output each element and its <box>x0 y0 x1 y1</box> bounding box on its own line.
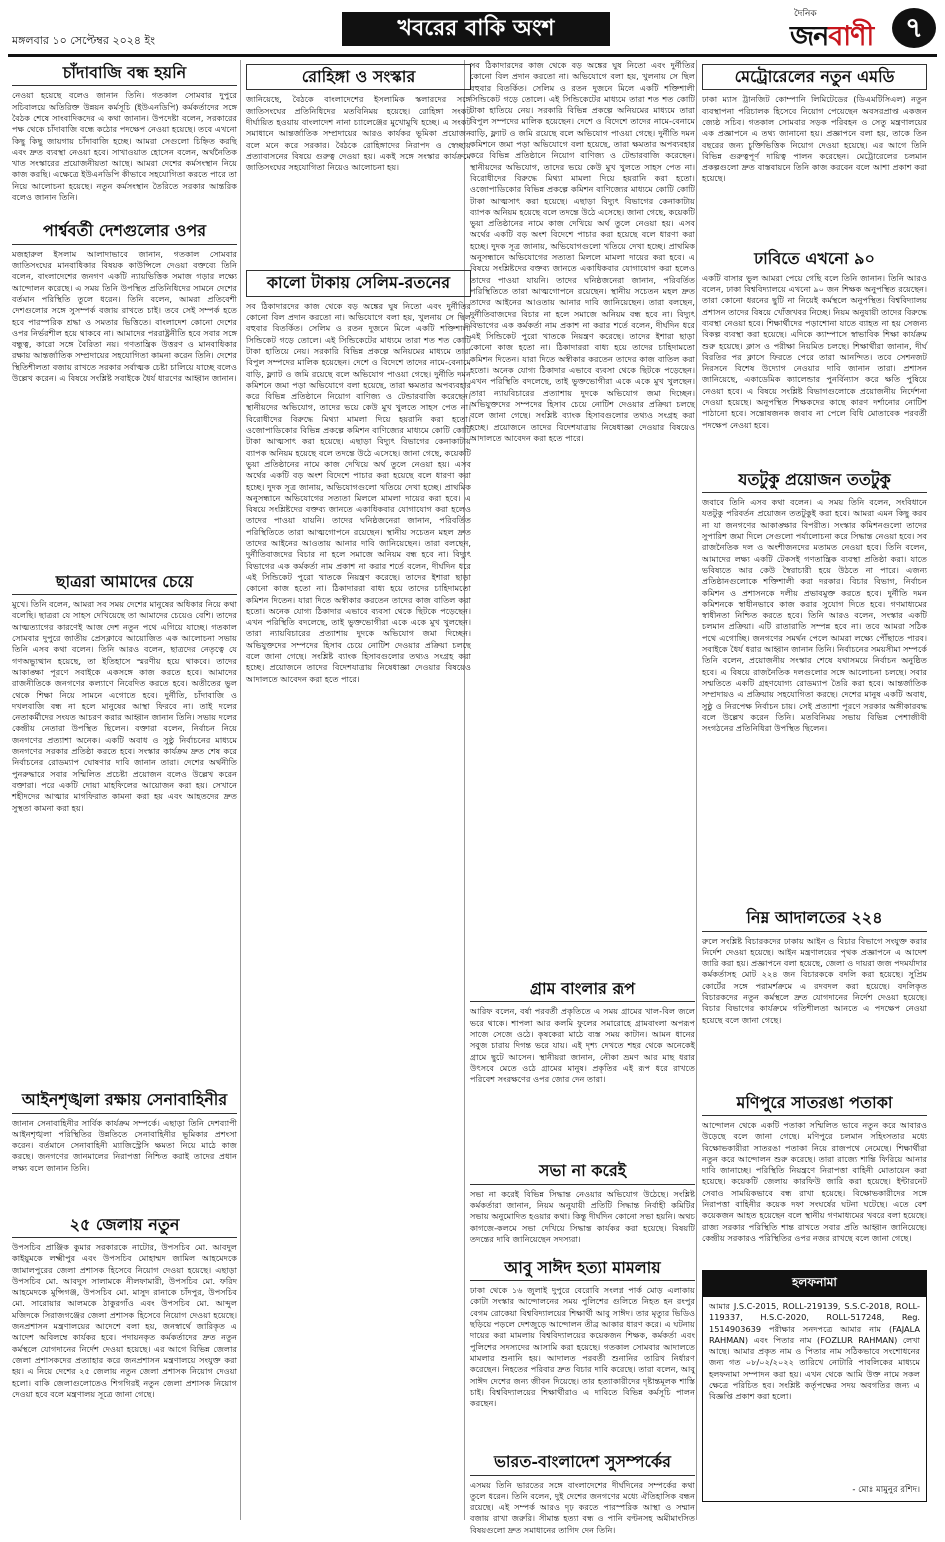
logo-prefix: দৈনিক <box>794 9 817 19</box>
page-header <box>8 6 937 57</box>
article-headline: চাঁদাবাজি বন্ধ হয়নি <box>12 64 237 86</box>
article-districts <box>12 1216 237 1542</box>
column-divider <box>240 60 241 1520</box>
section-title: খবরের বাকি অংশ <box>342 12 610 46</box>
article-body: সভা না করেই বিভিন্ন সিদ্ধান্ত নেওয়ার অভিযোগ উঠেছে। সংশ্লিষ্ট কর্মকর্তারা জানান, নিয়ম অনুযায়ী প্রতিটি সিদ্ধান্ত নির্বাহী কমিটির সভায় অনুমোদিত হওয়ার কথা। কিন্তু দীর্ঘদিন কোনো সভা হয়নি। অথচ কাগজে-কলমে সভা দেখিয়ে সিদ্ধান্ত কার্যকর করা হয়েছে। বিষয়টি তদন্তের দাবি জানিয়েছেন সদস্যরা। <box>470 1188 695 1244</box>
article-body: উপসচিব প্রাঞ্জিক কুমার সরকারকে নাটোর, উপসচিব মো. আবদুল কাইয়ুমকে লক্ষ্মীপুর এবং উপসচিব মোহাম্মদ জামিল আহমেদকে জামালপুরের জেলা প্রশাসক হিসেবে নিয়োগ দেওয়া হয়েছে। এছাড়া উপসচিব মো. আবদুস সালামকে নীলফামারী, উপসচিব মো. ফরিদ আহমেদকে মুন্সিগঞ্জ, উপসচিব মো. মাসুদ রানাকে চাঁদপুর, উপসচিব মো. সারোয়ার আলমকে ঠাকুরগাঁও এবং উপসচিব মো. আব্দুল মজিদকে সিরাজগঞ্জের জেলা প্রশাসক হিসেবে নিয়োগ দেওয়া হয়েছে। জনপ্রশাসন মন্ত্রণালয়ের আদেশে বলা হয়, জনস্বার্থে জারিকৃত এ আদেশ অবিলম্বে কার্যকর হবে। পদায়নকৃত কর্মকর্তাদের দ্রুত নতুন কর্মস্থলে যোগদানের নির্দেশ দেওয়া হয়েছে। এর আগে বিভিন্ন জেলার জেলা প্রশাসকদের প্রত্যাহার করে জনপ্রশাসন মন্ত্রণালয়ে সংযুক্ত করা হয়। এ নিয়ে দেশের ২৫ জেলায় নতুন জেলা প্রশাসক নিয়োগ দেওয়া হলো। বাকি জেলাগুলোতেও শিগগিরই নতুন জেলা প্রশাসক নিয়োগ দেওয়া হবে বলে মন্ত্রণালয় সূত্রে জানা গেছে। <box>12 1241 237 1399</box>
article-army <box>12 1091 237 1207</box>
column-divider <box>696 60 697 1520</box>
article-headline: রোহিঙ্গা ও সংস্কার <box>246 64 471 90</box>
article-headline: মণিপুরে সাতরঙা পতাকা <box>702 1094 927 1116</box>
article-selim-ratan <box>246 270 471 1526</box>
article-body: রুলে সংশ্লিষ্ট বিচারকদের ঢাকায় আইন ও বিচার বিভাগে সংযুক্ত করার নির্দেশ দেওয়া হয়েছে। আইন মন্ত্রণালয়ের পৃথক প্রজ্ঞাপনে এ আদেশ জারি করা হয়। প্রজ্ঞাপনে বলা হয়েছে, জেলা ও দায়রা জজ পদমর্যাদার কর্মকর্তাসহ মোট ২২৪ জন বিচারককে বদলি করা হয়েছে। সুপ্রিম কোর্টের সঙ্গে পরামর্শক্রমে এ রদবদল করা হয়েছে। বদলিকৃত বিচারকদের নতুন কর্মস্থলে দ্রুত যোগদানের নির্দেশ দেওয়া হয়েছে। বিচার বিভাগের কার্যক্রমে গতিশীলতা আনতে এ পদক্ষেপ নেওয়া হয়েছে বলে জানা গেছে। <box>702 935 927 1025</box>
newspaper-logo <box>784 6 894 50</box>
article-body: জানান সেনাবাহিনীর সার্বিক কার্যক্রম সম্পর্কে। এছাড়া তিনি দেশব্যাপী আইনশৃঙ্খলা পরিস্থিতির উন্নতিতে সেনাবাহিনীর ভূমিকার প্রশংসা করেন। বর্তমানে সেনাবাহিনী ম্যাজিস্ট্রেসি ক্ষমতা নিয়ে মাঠে কাজ করছে। জনগণের জানমালের নিরাপত্তা নিশ্চিত করাই তাদের প্রধান লক্ষ্য বলে জানান তিনি। <box>12 1117 237 1173</box>
article-selim-ratan-cont <box>470 60 695 972</box>
article-headline: পার্শ্ববর্তী দেশগুলোর ওপর <box>12 222 237 244</box>
issue-date: মঙ্গলবার ১০ সেপ্টেম্বর ২০২৪ ইং <box>12 34 155 47</box>
affidavit-notice <box>702 1270 927 1502</box>
article-body: মুখে। তিনি বলেন, আমরা সব সময় দেশের মানুষের অধিকার নিয়ে কথা বলেছি। ছাত্ররা যে সাহস দেখিয়েছে তা আমাদের চেয়েও বেশি। তাদের আত্মত্যাগের কারণেই আজ দেশ নতুন পথে এগিয়ে যাচ্ছে। গতকাল সোমবার দুপুরে জাতীয় প্রেসক্লাবে আয়োজিত এক আলোচনা সভায় তিনি এসব কথা বলেন। তিনি আরও বলেন, ছাত্রদের নেতৃত্বে যে গণঅভ্যুত্থান হয়েছে, তা ইতিহাসে স্মরণীয় হয়ে থাকবে। তাদের আকাঙ্ক্ষা পূরণে সবাইকে একসঙ্গে কাজ করতে হবে। আমাদের রাজনীতিকে জনগণের কল্যাণে নিবেদিত করতে হবে। অতীতের ভুল থেকে শিক্ষা নিয়ে সামনে এগোতে হবে। দুর্নীতি, চাঁদাবাজি ও দখলবাজি বন্ধ না হলে মানুষের আস্থা ফিরবে না। তাই দলের নেতাকর্মীদের সংযত আচরণ করার আহ্বান জানান তিনি। সভায় দলের কেন্দ্রীয় নেতারা উপস্থিত ছিলেন। বক্তারা বলেন, নির্বাচন নিয়ে জনগণের প্রত্যাশা অনেক। একটি অবাধ ও সুষ্ঠু নির্বাচনের মাধ্যমে জনগণের সরকার প্রতিষ্ঠা করতে হবে। সংস্কার কার্যক্রম দ্রুত শেষ করে নির্বাচনের রোডম্যাপ ঘোষণার দাবি জানান তারা। দেশের অর্থনীতি পুনরুদ্ধারে সবার সম্মিলিত প্রচেষ্টা প্রয়োজন বলেও উল্লেখ করেন বক্তারা। পরে একটি দোয়া মাহফিলের আয়োজন করা হয়। সেখানে শহীদদের আত্মার মাগফিরাত কামনা করা হয় এবং আহতদের দ্রুত সুস্থতা কামনা করা হয়। <box>12 599 237 813</box>
article-rohingya <box>246 64 471 262</box>
column-4 <box>702 60 927 1520</box>
logo-name: জনবাণী <box>790 21 874 52</box>
article-body: আরিফ বলেন, বর্ষা পরবর্তী প্রকৃতিতে এ সময় গ্রামের খাল-বিল জলে ভরে থাকে। শাপলা আর কলমি ফুলের সমারোহে গ্রামবাংলা অপরূপ সাজে সেজে ওঠে। কৃষকেরা মাঠে ব্যস্ত সময় কাটান। আমন ধানের সবুজ চারায় দিগন্ত ভরে যায়। এই দৃশ্য দেখতে শহর থেকে অনেকেই গ্রামে ছুটে আসেন। স্থানীয়রা জানান, নৌকা ভ্রমণ আর মাছ ধরার উৎসবে মেতে ওঠে গ্রামের মানুষ। প্রকৃতির এই রূপ ধরে রাখতে পরিবেশ সংরক্ষণের ওপর জোর দেন তারা। <box>470 1006 695 1085</box>
article-headline: ঢাবিতে এখনো ৯০ <box>754 249 875 269</box>
article-rural-bengal <box>470 980 695 1154</box>
article-lower-court <box>702 909 927 1085</box>
article-headline: নিম্ন আদালতের ২২৪ <box>702 909 927 931</box>
column-1 <box>12 60 237 1520</box>
article-body: ঢাকা থেকে ১৬ জুলাই দুপুরে বেরোবি সংলগ্ন পার্ক মোড় এলাকায় কোটা সংস্কার আন্দোলনের সময় পুলিশের গুলিতে নিহত হন রংপুর বেগম রোকেয়া বিশ্ববিদ্যালয়ের শিক্ষার্থী আবু সাঈদ। তার মৃত্যুর ভিডিও ছড়িয়ে পড়লে দেশজুড়ে আন্দোলন তীব্র আকার ধারণ করে। এ ঘটনায় দায়ের করা মামলায় বিশ্ববিদ্যালয়ের কয়েকজন শিক্ষক, কর্মকর্তা এবং পুলিশের সদস্যদের আসামি করা হয়েছে। গতকাল সোমবার আদালতে মামলার শুনানি হয়। আদালত পরবর্তী শুনানির তারিখ নির্ধারণ করেছেন। নিহতের পরিবার দ্রুত বিচার দাবি করেছে। তারা বলেন, আবু সাঈদ দেশের জন্য জীবন দিয়েছে। তার হত্যাকারীদের দৃষ্টান্তমূলক শাস্তি চাই। বিশ্ববিদ্যালয়ের শিক্ষার্থীরাও এ দাবিতে বিভিন্ন কর্মসূচি পালন করছেন। <box>470 1285 695 1409</box>
article-india-bd <box>470 1453 695 1535</box>
article-body: জবাবে তিনি এসব কথা বলেন। এ সময় তিনি বলেন, সংবিধানে যতটুকু পরিবর্তন প্রয়োজন ততটুকুই করা হবে। আমরা এমন কিছু করব না যা জনগণের আকাঙ্ক্ষার বিপরীত। সংস্কার কমিশনগুলো তাদের সুপারিশ জমা দিলে সেগুলো পর্যালোচনা করে সিদ্ধান্ত নেওয়া হবে। সব রাজনৈতিক দল ও অংশীজনদের মতামত নেওয়া হবে। তিনি বলেন, আমাদের লক্ষ্য একটি টেকসই গণতান্ত্রিক ব্যবস্থা প্রতিষ্ঠা করা। যাতে ভবিষ্যতে আর কেউ স্বৈরাচারী হয়ে উঠতে না পারে। এজন্য প্রতিষ্ঠানগুলোকে শক্তিশালী করা দরকার। বিচার বিভাগ, নির্বাচন কমিশন ও প্রশাসনকে দলীয় প্রভাবমুক্ত করতে হবে। দুর্নীতি দমন কমিশনকে স্বাধীনভাবে কাজ করার সুযোগ দিতে হবে। গণমাধ্যমের স্বাধীনতা নিশ্চিত করতে হবে। তিনি আরও বলেন, সংস্কার একটি চলমান প্রক্রিয়া। এটি রাতারাতি সম্পন্ন হবে না। তবে আমরা সঠিক পথে এগোচ্ছি। জনগণের সমর্থন পেলে আমরা লক্ষ্যে পৌঁছাতে পারব। সবাইকে ধৈর্য ধরার আহ্বান জানান তিনি। নির্বাচনের সময়সীমা সম্পর্কে তিনি বলেন, প্রয়োজনীয় সংস্কার শেষে যথাসময়ে নির্বাচন অনুষ্ঠিত হবে। এ বিষয়ে রাজনৈতিক দলগুলোর সঙ্গে আলোচনা চলছে। সবার সম্মতিতে একটি গ্রহণযোগ্য রোডম্যাপ তৈরি করা হবে। আন্তর্জাতিক সম্প্রদায়ও এ প্রক্রিয়ায় সহযোগিতা করছে। দেশের মানুষ একটি অবাধ, সুষ্ঠু ও নিরপেক্ষ নির্বাচন চায়। সেই প্রত্যাশা পূরণে সরকার অঙ্গীকারবদ্ধ বলে উল্লেখ করেন তিনি। মতবিনিময় সভায় বিভিন্ন পেশাজীবী সংগঠনের প্রতিনিধিরা উপস্থিত ছিলেন। <box>702 497 927 734</box>
article-abu-sayeed <box>470 1259 695 1445</box>
article-body: ঢাকা ম্যাস ট্রানজিট কোম্পানি লিমিটেডের (ডিএমটিসিএল) নতুন ব্যবস্থাপনা পরিচালক হিসেবে নিয়োগ পেয়েছেন অবসরপ্রাপ্ত একজন জ্যেষ্ঠ সচিব। গতকাল সোমবার সড়ক পরিবহন ও সেতু মন্ত্রণালয়ের এক প্রজ্ঞাপনে এ তথ্য জানানো হয়। প্রজ্ঞাপনে বলা হয়, তাকে তিন বছরের জন্য চুক্তিভিত্তিক নিয়োগ দেওয়া হয়েছে। এর আগে তিনি বিভিন্ন গুরুত্বপূর্ণ দায়িত্ব পালন করেছেন। মেট্রোরেলের চলমান প্রকল্পগুলো দ্রুত বাস্তবায়নে তিনি কাজ করবেন বলে আশা প্রকাশ করা হয়েছে। <box>702 94 927 184</box>
article-yatotuku <box>702 471 927 901</box>
article-body: আন্দোলন থেকে একটি পতাকা সম্মিলিত ভাবে নতুন করে আবারও উড়েছে বলে জানা গেছে। মণিপুরে চলমান সহিংসতার মধ্যে বিক্ষোভকারীরা সাতরঙা পতাকা নিয়ে রাজপথে নেমেছে। শিক্ষার্থীরা নতুন করে আন্দোলন শুরু করেছে। তারা রাজ্যে শান্তি ফিরিয়ে আনার দাবি জানাচ্ছে। পরিস্থিতি নিয়ন্ত্রণে নিরাপত্তা বাহিনী মোতায়েন করা হয়েছে। কয়েকটি জেলায় কারফিউ জারি করা হয়েছে। ইন্টারনেট সেবাও সাময়িকভাবে বন্ধ রাখা হয়েছে। বিক্ষোভকারীদের সঙ্গে নিরাপত্তা বাহিনীর কয়েক দফা সংঘর্ষের ঘটনা ঘটেছে। এতে বেশ কয়েকজন আহত হয়েছেন বলে স্থানীয় গণমাধ্যমের খবরে বলা হয়েছে। রাজ্য সরকার পরিস্থিতি শান্ত রাখতে সবার প্রতি আহ্বান জানিয়েছে। কেন্দ্রীয় সরকারও পরিস্থিতির ওপর নজর রাখছে বলে জানা গেছে। <box>702 1119 927 1243</box>
article-chandabaji <box>12 64 237 214</box>
article-dhaka90 <box>702 250 927 462</box>
article-meeting <box>470 1162 695 1250</box>
notice-body: আমার J.S.C-2015, ROLL-219139, S.S.C-2018, ROLL-119337, H.S.C-2020, ROLL-517248, Reg. 1514903639 পরীক্ষার সনদপত্রে আমার নাম (FAJALA RAHMAN) এবং পিতার নাম (FOZLUR RAHMAN) লেখা আছে। আমার প্রকৃত নাম ও পিতার নাম সঠিকভাবে সংশোধনের জন্য গত ০৮/০২/২০২২ তারিখে নোটারি পাবলিকের মাধ্যমে হলফনামা সম্পাদন করা হয়। এখন থেকে আমি উক্ত নামে সকল ক্ষেত্রে পরিচিত হব। সংশ্লিষ্ট কর্তৃপক্ষের সদয় অবগতির জন্য এ বিজ্ঞপ্তি প্রকাশ করা হলো। <box>709 1300 920 1402</box>
article-headline: ভারত-বাংলাদেশ সুসম্পর্কের <box>470 1453 695 1475</box>
article-body: জানিয়েছে, বৈঠকে বাংলাদেশের ইসলামিক স্কলারদের সঙ্গে জাতিসংঘের প্রতিনিধিদের মতবিনিময় হয়েছে। রোহিঙ্গা সংকট দীর্ঘায়িত হওয়ায় বাংলাদেশ নানা চ্যালেঞ্জের মুখোমুখি হচ্ছে। এ সংকট সমাধানে আন্তর্জাতিক সম্প্রদায়ের আরও কার্যকর ভূমিকা প্রয়োজন বলে মনে করে সরকার। বৈঠকে রোহিঙ্গাদের নিরাপদ ও স্বেচ্ছায় প্রত্যাবাসনের বিষয়ে গুরুত্ব দেওয়া হয়। একই সঙ্গে সংস্কার কার্যক্রমে জাতিসংঘের সহযোগিতা নিয়েও আলোচনা হয়। <box>246 94 471 173</box>
article-headline: আইনশৃঙ্খলা রক্ষায় সেনাবাহিনীর <box>12 1091 237 1113</box>
article-headline: ছাত্ররা আমাদের চেয়ে <box>12 573 237 595</box>
article-students <box>12 573 237 1083</box>
notice-signature: - মোঃ মামুনুর রশিদ। <box>852 1484 920 1495</box>
article-headline: গ্রাম বাংলার রূপ <box>470 980 695 1002</box>
article-manipur <box>702 1094 927 1262</box>
article-metro <box>702 64 927 242</box>
notice-title: হলফনামা <box>703 1271 926 1297</box>
article-headline: আবু সাঈদ হত্যা মামলায় <box>470 1259 695 1281</box>
article-body: একটি বাসার ভুল আমরা পেয়ে গেছি বলে তিনি জানান। তিনি আরও বলেন, ঢাকা বিশ্ববিদ্যালয়ে এখনো ৯০ জন শিক্ষক অনুপস্থিত রয়েছেন। তারা কোনো ধরনের ছুটি না নিয়েই কর্মস্থলে অনুপস্থিত। বিশ্ববিদ্যালয় প্রশাসন তাদের বিষয়ে খোঁজখবর নিচ্ছে। নিয়ম অনুযায়ী তাদের বিরুদ্ধে ব্যবস্থা নেওয়া হবে। শিক্ষার্থীদের পড়াশোনা যাতে ব্যাহত না হয় সেজন্য বিকল্প ব্যবস্থা করা হয়েছে। এদিকে ক্যাম্পাসে স্বাভাবিক শিক্ষা কার্যক্রম শুরু হয়েছে। ক্লাস ও পরীক্ষা নিয়মিত চলছে। শিক্ষার্থীরা জানান, দীর্ঘ বিরতির পর ক্লাসে ফিরতে পেরে তারা আনন্দিত। তবে সেশনজট নিরসনে বিশেষ উদ্যোগ নেওয়ার দাবি জানান তারা। প্রশাসন জানিয়েছে, একাডেমিক ক্যালেন্ডার পুনর্বিন্যাস করে ক্ষতি পুষিয়ে নেওয়া হবে। এ বিষয়ে সংশ্লিষ্ট বিভাগগুলোকে প্রয়োজনীয় নির্দেশনা দেওয়া হয়েছে। অনুপস্থিত শিক্ষকদের কাছে কারণ দর্শানোর নোটিশ পাঠানো হবে। সন্তোষজনক জবাব না পেলে বিধি মোতাবেক পরবর্তী পদক্ষেপ নেওয়া হবে। <box>702 272 927 430</box>
page-number: ৭ <box>892 8 936 48</box>
column-2 <box>246 60 471 1520</box>
column-3 <box>470 60 695 1535</box>
article-body-continued: সব ঠিকাদারদের কাজ থেকে বড় অঙ্কের ঘুষ নিতো এবং দুর্নীতির কোনো বিল প্রদান করতো না। অভিযোগে বলা হয়, খুলনায় সে ছিল বহুবার বিতর্কিত। সেলিম ও রতন দুজনে মিলে একটি শক্তিশালী সিন্ডিকেট গড়ে তোলে। এই সিন্ডিকেটের মাধ্যমে তারা শত শত কোটি টাকা হাতিয়ে নেয়। সরকারি বিভিন্ন প্রকল্পে অনিয়মের মাধ্যমে তারা বিপুল সম্পদের মালিক হয়েছেন। দেশে ও বিদেশে তাদের নামে-বেনামে বাড়ি, ফ্ল্যাট ও জমি রয়েছে বলে অভিযোগ পাওয়া গেছে। দুর্নীতি দমন কমিশনে জমা পড়া অভিযোগে বলা হয়েছে, তারা ক্ষমতার অপব্যবহার করে বিভিন্ন প্রতিষ্ঠানে নিয়োগ বাণিজ্য ও টেন্ডারবাজি করেছেন। স্থানীয়দের অভিযোগ, তাদের ভয়ে কেউ মুখ খুলতে সাহস পেত না। বিরোধীদের বিরুদ্ধে মিথ্যা মামলা দিয়ে হয়রানি করা হতো। ওজোপাডিকোর বিভিন্ন প্রকল্পে কমিশন বাণিজ্যের মাধ্যমে কোটি কোটি টাকা আত্মসাৎ করা হয়েছে। এছাড়া বিদ্যুৎ বিভাগের কেনাকাটায় ব্যাপক অনিয়ম হয়েছে বলে তদন্তে উঠে এসেছে। জানা গেছে, কয়েকটি ভুয়া প্রতিষ্ঠানের নামে কাজ দেখিয়ে অর্থ তুলে নেওয়া হয়। এসব অর্থের একটি বড় অংশ বিদেশে পাচার করা হয়েছে বলে ধারণা করা হচ্ছে। দুদক সূত্র জানায়, অভিযোগগুলো খতিয়ে দেখা হচ্ছে। প্রাথমিক অনুসন্ধানে অভিযোগের সত্যতা মিললে মামলা দায়ের করা হবে। এ বিষয়ে সংশ্লিষ্টদের বক্তব্য জানতে একাধিকবার যোগাযোগ করা হলেও তাদের পাওয়া যায়নি। তাদের ঘনিষ্ঠজনেরা জানান, পরিবর্তিত পরিস্থিতিতে তারা আত্মগোপনে রয়েছেন। স্থানীয় সচেতন মহল দ্রুত তাদের আইনের আওতায় আনার দাবি জানিয়েছেন। তারা বলছেন, দুর্নীতিবাজদের বিচার না হলে সমাজে অনিয়ম বন্ধ হবে না। বিদ্যুৎ বিভাগের এক কর্মকর্তা নাম প্রকাশ না করার শর্তে বলেন, দীর্ঘদিন ধরে এই সিন্ডিকেট পুরো খাতকে নিয়ন্ত্রণ করেছে। তাদের ইশারা ছাড়া কোনো কাজ হতো না। ঠিকাদাররা বাধ্য হয়ে তাদের চাহিদামতো কমিশন দিতেন। যারা দিতে অস্বীকার করতেন তাদের কাজ বাতিল করা হতো। অনেক যোগ্য ঠিকাদার এভাবে ব্যবসা থেকে ছিটকে পড়েছেন। এখন পরিস্থিতি বদলেছে, তাই ভুক্তভোগীরা একে একে মুখ খুলছেন। তারা ন্যায়বিচারের প্রত্যাশায় দুদকে অভিযোগ জমা দিচ্ছেন। অভিযুক্তদের সম্পদের হিসাব চেয়ে নোটিশ দেওয়ার প্রক্রিয়া চলছে বলে জানা গেছে। সংশ্লিষ্ট ব্যাংক হিসাবগুলোর তথ্যও সংগ্রহ করা হচ্ছে। প্রয়োজনে তাদের বিদেশযাত্রায় নিষেধাজ্ঞা দেওয়ার বিষয়েও আদালতে আবেদন করা হতে পারে। <box>470 60 695 443</box>
article-headline: ২৫ জেলায় নতুন <box>12 1216 237 1238</box>
article-neighbors <box>12 222 237 564</box>
article-body: নেওয়া হয়েছে বলেও জানান তিনি। গতকাল সোমবার দুপুরে সচিবালয়ে অতিরিক্ত উন্নয়ন কর্মসূচি (ইউএনডিপি) কর্মকর্তাদের সঙ্গে বৈঠক শেষে সাংবাদিকদের এ কথা জানান। উপদেষ্টা বলেন, সরকারের পক্ষ থেকে চাঁদাবাজি বন্ধে কঠোর পদক্ষেপ নেওয়া হয়েছে। তবে এখনো কিছু কিছু জায়গায় চাঁদাবাজি হচ্ছে। আমরা সেগুলো চিহ্নিত করছি এবং দ্রুত ব্যবস্থা নেওয়া হবে। সাখাওয়াত হোসেন বলেন, অর্থনৈতিক খাত সংস্কারের প্রয়োজনীয়তা আছে। আমরা দেশের কর্মসংস্থান নিয়ে কাজ করছি। এক্ষেত্রে ইউএনডিপি কীভাবে সহযোগিতা করতে পারে তা নিয়ে আলোচনা হয়েছে। নতুন কর্মসংস্থান তৈরিতে সরকার আন্তরিক বলেও জানান তিনি। <box>12 90 237 203</box>
article-headline: সভা না করেই <box>470 1162 695 1184</box>
article-headline: কালো টাকায় সেলিম-রতনের <box>246 270 471 296</box>
article-headline: যতটুকু প্রয়োজন ততটুকু <box>702 471 927 493</box>
article-headline: মেট্রোরেলের নতুন এমডি <box>702 64 927 90</box>
article-body: এসময় তিনি ভারতের সঙ্গে বাংলাদেশের দীর্ঘদিনের সম্পর্কের কথা তুলে ধরেন। তিনি বলেন, দুই দেশের জনগণের মধ্যে ঐতিহাসিক বন্ধন রয়েছে। এই সম্পর্ক আরও দৃঢ় করতে পারস্পরিক আস্থা ও সম্মান বজায় রাখা জরুরি। সীমান্ত হত্যা বন্ধ ও পানি বণ্টনসহ অমীমাংসিত বিষয়গুলো দ্রুত সমাধানের তাগিদ দেন তিনি। <box>470 1479 695 1535</box>
article-body: মজহারুল ইসলাম আলাদাভাবে জানান, গতকাল সোমবার জাতিসংঘের মানবাধিকার বিষয়ক কাউন্সিলে দেওয়া বক্তব্যে তিনি বলেন, বাংলাদেশের জনগণ একটি ন্যায়ভিত্তিক সমাজ গড়ার লক্ষ্যে আন্দোলন করেছে। এ সময় তিনি উপস্থিত প্রতিনিধিদের সামনে দেশের বর্তমান পরিস্থিতি তুলে ধরেন। তিনি বলেন, আমরা প্রতিবেশী দেশগুলোর সঙ্গে সুসম্পর্ক বজায় রাখতে চাই। তবে সেই সম্পর্ক হতে হবে পারস্পরিক শ্রদ্ধা ও সমতার ভিত্তিতে। বাংলাদেশ কোনো দেশের ওপর নির্ভরশীল হয়ে থাকবে না। আমাদের পররাষ্ট্রনীতি হবে সবার সঙ্গে বন্ধুত্ব, কারো সঙ্গে বৈরিতা নয়। গণতান্ত্রিক উত্তরণ ও মানবাধিকার রক্ষায় আন্তর্জাতিক সম্প্রদায়ের সহযোগিতা কামনা করেন তিনি। দেশের স্থিতিশীলতা বজায় রাখতে সরকার সর্বাত্মক চেষ্টা চালিয়ে যাচ্ছে বলেও উল্লেখ করেন। এ বিষয়ে সংশ্লিষ্ট সবাইকে ধৈর্য ধারণের আহ্বান জানান। <box>12 248 237 384</box>
article-body: সব ঠিকাদারদের কাজ থেকে বড় অঙ্কের ঘুষ নিতো এবং দুর্নীতির কোনো বিল প্রদান করতো না। অভিযোগে বলা হয়, খুলনায় সে ছিল বহুবার বিতর্কিত। সেলিম ও রতন দুজনে মিলে একটি শক্তিশালী সিন্ডিকেট গড়ে তোলে। এই সিন্ডিকেটের মাধ্যমে তারা শত শত কোটি টাকা হাতিয়ে নেয়। সরকারি বিভিন্ন প্রকল্পে অনিয়মের মাধ্যমে তারা বিপুল সম্পদের মালিক হয়েছেন। দেশে ও বিদেশে তাদের নামে-বেনামে বাড়ি, ফ্ল্যাট ও জমি রয়েছে বলে অভিযোগ পাওয়া গেছে। দুর্নীতি দমন কমিশনে জমা পড়া অভিযোগে বলা হয়েছে, তারা ক্ষমতার অপব্যবহার করে বিভিন্ন প্রতিষ্ঠানে নিয়োগ বাণিজ্য ও টেন্ডারবাজি করেছেন। স্থানীয়দের অভিযোগ, তাদের ভয়ে কেউ মুখ খুলতে সাহস পেত না। বিরোধীদের বিরুদ্ধে মিথ্যা মামলা দিয়ে হয়রানি করা হতো। ওজোপাডিকোর বিভিন্ন প্রকল্পে কমিশন বাণিজ্যের মাধ্যমে কোটি কোটি টাকা আত্মসাৎ করা হয়েছে। এছাড়া বিদ্যুৎ বিভাগের কেনাকাটায় ব্যাপক অনিয়ম হয়েছে বলে তদন্তে উঠে এসেছে। জানা গেছে, কয়েকটি ভুয়া প্রতিষ্ঠানের নামে কাজ দেখিয়ে অর্থ তুলে নেওয়া হয়। এসব অর্থের একটি বড় অংশ বিদেশে পাচার করা হয়েছে বলে ধারণা করা হচ্ছে। দুদক সূত্র জানায়, অভিযোগগুলো খতিয়ে দেখা হচ্ছে। প্রাথমিক অনুসন্ধানে অভিযোগের সত্যতা মিললে মামলা দায়ের করা হবে। এ বিষয়ে সংশ্লিষ্টদের বক্তব্য জানতে একাধিকবার যোগাযোগ করা হলেও তাদের পাওয়া যায়নি। তাদের ঘনিষ্ঠজনেরা জানান, পরিবর্তিত পরিস্থিতিতে তারা আত্মগোপনে রয়েছেন। স্থানীয় সচেতন মহল দ্রুত তাদের আইনের আওতায় আনার দাবি জানিয়েছেন। তারা বলছেন, দুর্নীতিবাজদের বিচার না হলে সমাজে অনিয়ম বন্ধ হবে না। বিদ্যুৎ বিভাগের এক কর্মকর্তা নাম প্রকাশ না করার শর্তে বলেন, দীর্ঘদিন ধরে এই সিন্ডিকেট পুরো খাতকে নিয়ন্ত্রণ করেছে। তাদের ইশারা ছাড়া কোনো কাজ হতো না। ঠিকাদাররা বাধ্য হয়ে তাদের চাহিদামতো কমিশন দিতেন। যারা দিতে অস্বীকার করতেন তাদের কাজ বাতিল করা হতো। অনেক যোগ্য ঠিকাদার এভাবে ব্যবসা থেকে ছিটকে পড়েছেন। এখন পরিস্থিতি বদলেছে, তাই ভুক্তভোগীরা একে একে মুখ খুলছেন। তারা ন্যায়বিচারের প্রত্যাশায় দুদকে অভিযোগ জমা দিচ্ছেন। অভিযুক্তদের সম্পদের হিসাব চেয়ে নোটিশ দেওয়ার প্রক্রিয়া চলছে বলে জানা গেছে। সংশ্লিষ্ট ব্যাংক হিসাবগুলোর তথ্যও সংগ্রহ করা হচ্ছে। প্রয়োজনে তাদের বিদেশযাত্রায় নিষেধাজ্ঞা দেওয়ার বিষয়েও আদালতে আবেদন করা হতে পারে। <box>246 300 471 684</box>
